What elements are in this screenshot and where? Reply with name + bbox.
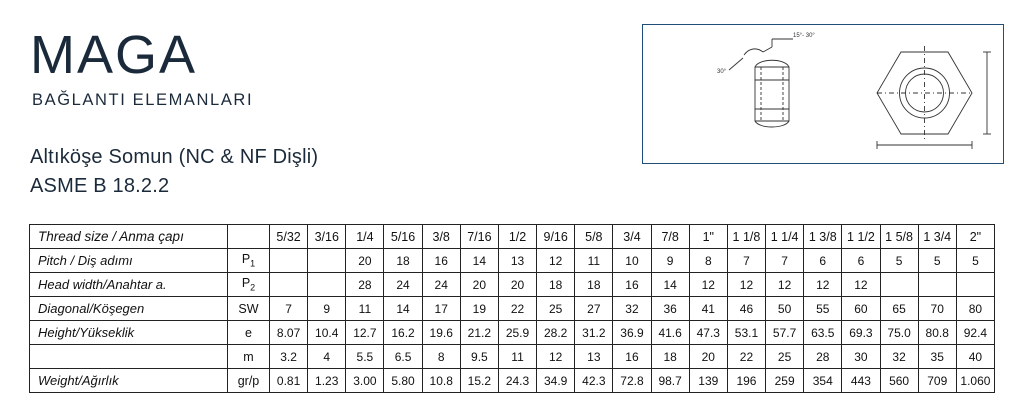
table-cell: 55: [804, 297, 842, 321]
table-cell: 560: [880, 369, 918, 393]
table-cell: 25: [537, 297, 575, 321]
table-cell: 80.8: [918, 321, 956, 345]
standard-code: ASME B 18.2.2: [30, 175, 170, 197]
table-cell: 7: [270, 297, 308, 321]
table-cell: 46: [727, 297, 765, 321]
brand-block: [30, 25, 450, 110]
table-cell: 20: [460, 273, 498, 297]
table-cell: 75.0: [880, 321, 918, 345]
table-cell: 9: [308, 297, 346, 321]
table-cell: 4: [308, 345, 346, 369]
table-cell: 14: [384, 297, 422, 321]
table-cell: 31.2: [575, 321, 613, 345]
row-symbol-main: e: [245, 325, 252, 340]
table-cell: 709: [918, 369, 956, 393]
row-symbol: [228, 345, 270, 369]
table-cell: 6: [842, 249, 880, 273]
table-cell: 8: [689, 249, 727, 273]
table-cell: 24.3: [498, 369, 536, 393]
table-cell: 139: [689, 369, 727, 393]
table-cell: 70: [918, 297, 956, 321]
table-cell: 12: [689, 273, 727, 297]
table-cell: 10.4: [308, 321, 346, 345]
row-symbol-subscript: 2: [250, 282, 256, 293]
table-cell: 50: [766, 297, 804, 321]
table-cell: [270, 249, 308, 273]
row-symbol: [228, 321, 270, 345]
table-cell: 10.8: [422, 369, 460, 393]
table-cell: 65: [880, 297, 918, 321]
header-size-cell: 1 1/2: [842, 225, 880, 249]
row-label: [30, 345, 228, 369]
table-cell: 8: [422, 345, 460, 369]
table-cell: 16: [613, 345, 651, 369]
table-cell: 18: [537, 273, 575, 297]
table-row: [30, 273, 995, 297]
table-cell: 42.3: [575, 369, 613, 393]
table-cell: 17: [422, 297, 460, 321]
header-size-cell: 2": [956, 225, 994, 249]
row-label: Diagonal/Köşegen: [30, 297, 228, 321]
table-cell: 32: [613, 297, 651, 321]
table-cell: 72.8: [613, 369, 651, 393]
header-size-cell: 7/16: [460, 225, 498, 249]
table-cell: 18: [384, 249, 422, 273]
table-cell: 21.2: [460, 321, 498, 345]
table-cell: 28: [346, 273, 384, 297]
table-cell: 11: [575, 249, 613, 273]
table-cell: 35: [918, 345, 956, 369]
table-cell: 1.060: [956, 369, 994, 393]
table-cell: 9.5: [460, 345, 498, 369]
row-symbol: [228, 273, 270, 297]
table-cell: 259: [766, 369, 804, 393]
table-cell: 36: [651, 297, 689, 321]
specification-table: [29, 224, 995, 393]
specification-table-container: [29, 224, 995, 393]
table-cell: 28.2: [537, 321, 575, 345]
table-cell: 12: [842, 273, 880, 297]
table-header-row: [30, 225, 995, 249]
table-row: [30, 321, 995, 345]
table-cell: 3.2: [270, 345, 308, 369]
table-cell: 24: [422, 273, 460, 297]
table-cell: [880, 273, 918, 297]
table-cell: 22: [727, 345, 765, 369]
table-cell: 34.9: [537, 369, 575, 393]
table-cell: 40: [956, 345, 994, 369]
row-symbol-main: P: [241, 276, 251, 291]
table-cell: 30: [842, 345, 880, 369]
table-cell: 57.7: [766, 321, 804, 345]
header-size-cell: 5/32: [270, 225, 308, 249]
table-cell: 28: [804, 345, 842, 369]
header-size-cell: 1 3/4: [918, 225, 956, 249]
table-cell: 8.07: [270, 321, 308, 345]
header-symbol-cell: [228, 225, 270, 249]
table-cell: 5: [918, 249, 956, 273]
row-symbol-subscript: 1: [250, 258, 256, 269]
table-cell: 41: [689, 297, 727, 321]
row-symbol-main: SW: [238, 301, 259, 316]
table-cell: 10: [613, 249, 651, 273]
table-cell: 25.9: [498, 321, 536, 345]
company-logo-text: MAGA: [30, 25, 198, 85]
table-cell: [956, 273, 994, 297]
table-cell: 13: [575, 345, 613, 369]
table-cell: 41.6: [651, 321, 689, 345]
header-size-cell: 1 1/8: [727, 225, 765, 249]
table-cell: 19.6: [422, 321, 460, 345]
table-cell: 22: [498, 297, 536, 321]
table-cell: 92.4: [956, 321, 994, 345]
table-cell: 19: [460, 297, 498, 321]
table-row: [30, 297, 995, 321]
table-cell: 18: [651, 345, 689, 369]
header-size-cell: 9/16: [537, 225, 575, 249]
header-size-cell: 1/4: [346, 225, 384, 249]
table-cell: 20: [346, 249, 384, 273]
company-tagline: BAĞLANTI ELEMANLARI: [32, 91, 254, 109]
table-row: [30, 369, 995, 393]
table-cell: 7: [766, 249, 804, 273]
page-title: Altıköşe Somun (NC & NF Dişli): [30, 146, 319, 168]
header-size-cell: 1": [689, 225, 727, 249]
table-cell: 443: [842, 369, 880, 393]
drawing-chamfer-label: 30°: [717, 69, 727, 75]
table-cell: 20: [689, 345, 727, 369]
table-cell: 7: [727, 249, 765, 273]
table-cell: 12: [804, 273, 842, 297]
table-cell: 5.5: [346, 345, 384, 369]
row-label: Weight/Ağırlık: [30, 369, 228, 393]
row-label: Height/Yükseklik: [30, 321, 228, 345]
table-cell: 11: [498, 345, 536, 369]
header-size-cell: 1 1/4: [766, 225, 804, 249]
table-cell: 24: [384, 273, 422, 297]
document-titles: [30, 143, 590, 201]
table-cell: 354: [804, 369, 842, 393]
header-size-cell: 3/4: [613, 225, 651, 249]
header-size-cell: 3/16: [308, 225, 346, 249]
table-cell: 15.2: [460, 369, 498, 393]
table-cell: 14: [460, 249, 498, 273]
drawing-angle-label: 15°- 30°: [793, 33, 815, 39]
table-cell: 12: [766, 273, 804, 297]
table-cell: 6: [804, 249, 842, 273]
row-label: Pitch / Diş adımı: [30, 249, 228, 273]
table-cell: 69.3: [842, 321, 880, 345]
table-cell: 5: [956, 249, 994, 273]
table-cell: 3.00: [346, 369, 384, 393]
row-symbol: [228, 369, 270, 393]
table-row: [30, 249, 995, 273]
table-cell: 36.9: [613, 321, 651, 345]
header-size-cell: 1/2: [498, 225, 536, 249]
header-size-cell: 5/8: [575, 225, 613, 249]
table-cell: 6.5: [384, 345, 422, 369]
table-cell: 14: [651, 273, 689, 297]
header-size-cell: 7/8: [651, 225, 689, 249]
table-cell: 80: [956, 297, 994, 321]
header-size-cell: 3/8: [422, 225, 460, 249]
table-cell: 20: [498, 273, 536, 297]
row-symbol-main: P: [241, 252, 251, 267]
table-cell: 63.5: [804, 321, 842, 345]
table-cell: 98.7: [651, 369, 689, 393]
table-cell: 5: [880, 249, 918, 273]
row-symbol: [228, 297, 270, 321]
table-cell: [918, 273, 956, 297]
table-cell: [308, 249, 346, 273]
table-cell: 5.80: [384, 369, 422, 393]
hex-nut-drawing-icon: [643, 25, 1002, 162]
row-symbol: [228, 249, 270, 273]
table-row: [30, 345, 995, 369]
table-cell: 47.3: [689, 321, 727, 345]
table-cell: 16.2: [384, 321, 422, 345]
header-size-cell: 1 3/8: [804, 225, 842, 249]
table-cell: 12: [537, 345, 575, 369]
table-cell: 9: [651, 249, 689, 273]
table-cell: 196: [727, 369, 765, 393]
table-cell: 0.81: [270, 369, 308, 393]
header-size-cell: 1 5/8: [880, 225, 918, 249]
table-cell: 13: [498, 249, 536, 273]
row-label: Head width/Anahtar a.: [30, 273, 228, 297]
table-cell: 12: [727, 273, 765, 297]
table-cell: 12.7: [346, 321, 384, 345]
row-symbol-main: m: [243, 349, 254, 364]
table-cell: 1.23: [308, 369, 346, 393]
table-cell: 16: [422, 249, 460, 273]
table-cell: 25: [766, 345, 804, 369]
row-symbol-main: gr/p: [237, 373, 260, 388]
table-cell: 27: [575, 297, 613, 321]
table-cell: 16: [613, 273, 651, 297]
technical-drawing-panel: [642, 24, 1004, 164]
table-cell: 32: [880, 345, 918, 369]
table-cell: 53.1: [727, 321, 765, 345]
table-cell: [308, 273, 346, 297]
table-cell: 18: [575, 273, 613, 297]
table-cell: 60: [842, 297, 880, 321]
header-thread-size-label: Thread size / Anma çapı: [30, 225, 228, 249]
header-size-cell: 5/16: [384, 225, 422, 249]
table-cell: 12: [537, 249, 575, 273]
table-cell: [270, 273, 308, 297]
table-cell: 11: [346, 297, 384, 321]
